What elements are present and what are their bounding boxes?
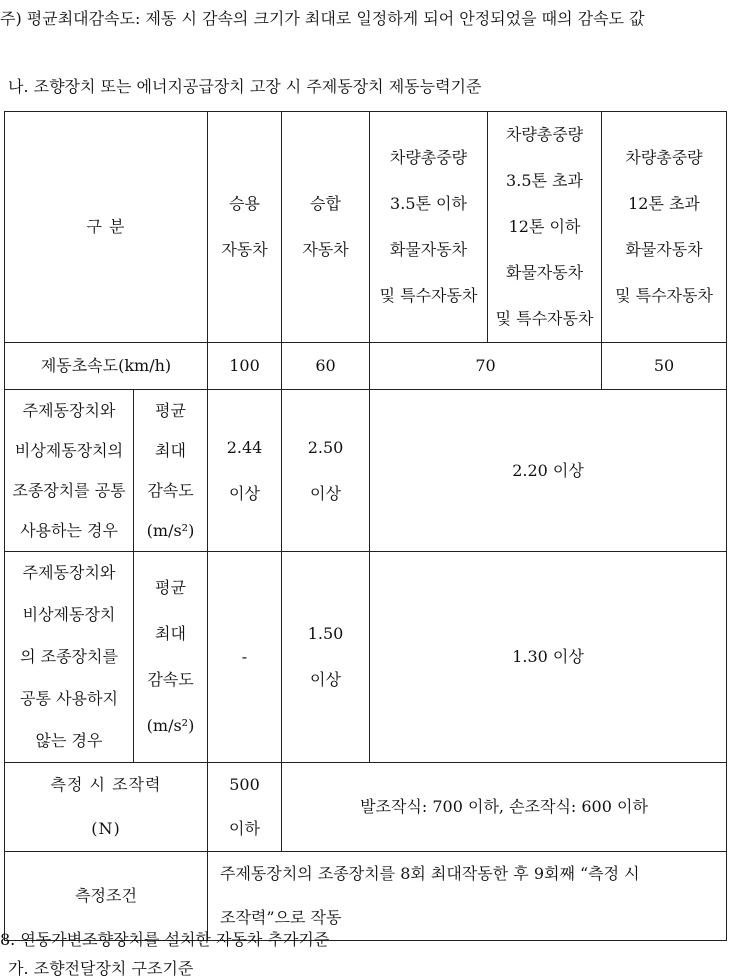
vehicle-type-van: 승합 자동차 [282, 112, 370, 343]
vehicle-type-truck-over-12t: 차량총중량 12톤 초과 화물자동차 및 특수자동차 [602, 112, 727, 343]
shared-others-value: 2.20 이상 [370, 390, 727, 552]
section-title: 나. 조향장치 또는 에너지공급장치 고장 시 주제동장치 제동능력기준 [8, 77, 482, 96]
separate-control-condition: 주제동장치와 비상제동장치 의 조종장치를 공통 사용하지 않는 경우 [5, 552, 134, 763]
shared-van-value: 2.50 이상 [282, 390, 370, 552]
speed-value: 70 [370, 343, 602, 390]
separate-passenger-value: - [208, 552, 282, 763]
footer-item-8: 8. 연동가변조향장치를 설치한 자동차 추가기준 [0, 930, 330, 949]
speed-value: 60 [282, 343, 370, 390]
speed-label: 제동초속도(km/h) [5, 343, 208, 390]
force-others-value: 발조작식: 700 이하, 손조작식: 600 이하 [282, 763, 727, 852]
vehicle-type-truck-3-5t-12t: 차량총중량 3.5톤 초과 12톤 이하 화물자동차 및 특수자동차 [488, 112, 602, 343]
braking-standard-table [4, 111, 727, 941]
header-note: 주) 평균최대감속도: 제동 시 감속의 크기가 최대로 일정하게 되어 안정되었을 때의 감속도 값 [0, 9, 645, 28]
separate-metric-label: 평균 최대 감속도 (m/s²) [134, 552, 208, 763]
force-passenger-value: 500 이하 [208, 763, 282, 852]
category-header: 구 분 [5, 112, 208, 343]
force-label: 측정 시 조작력 (N) [5, 763, 208, 852]
footer-item-ga: 가. 조향전달장치 구조기준 [8, 959, 194, 978]
vehicle-type-passenger: 승용 자동차 [208, 112, 282, 343]
vehicle-type-truck-under-3-5t: 차량총중량 3.5톤 이하 화물자동차 및 특수자동차 [370, 112, 488, 343]
separate-van-value: 1.50 이상 [282, 552, 370, 763]
shared-metric-label: 평균 최대 감속도 (m/s²) [134, 390, 208, 552]
measurement-condition-label: 측정조건 [5, 852, 208, 941]
measurement-condition-text: 주제동장치의 조종장치를 8회 최대작동한 후 9회째 “측정 시 조작력”으로 작동 [208, 852, 727, 941]
shared-control-condition: 주제동장치와 비상제동장치의 조종장치를 공통 사용하는 경우 [5, 390, 134, 552]
shared-passenger-value: 2.44 이상 [208, 390, 282, 552]
separate-others-value: 1.30 이상 [370, 552, 727, 763]
speed-value: 50 [602, 343, 727, 390]
speed-value: 100 [208, 343, 282, 390]
